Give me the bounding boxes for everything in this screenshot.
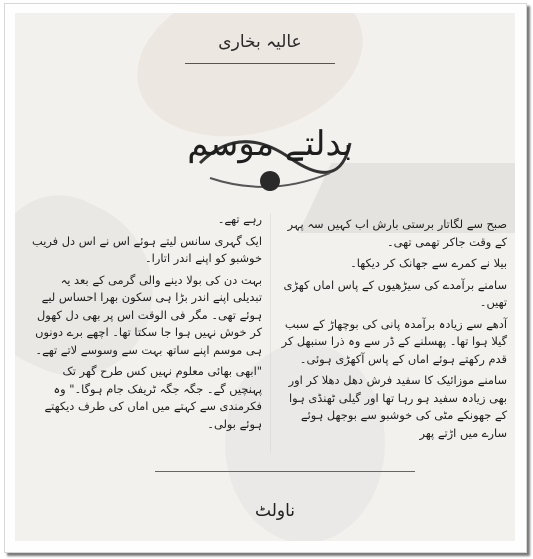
author-underline: [185, 63, 335, 64]
paragraph: آدھے سے زیادہ برآمدہ پانی کی بوچھاڑ کے سبب گیلا ہوا تھا۔ پھسلنے کے ڈر سے وہ ذرا سنبھل کر قدم رکھتے ہوئے اماں کے پاس آکھڑی ہوئی۔: [281, 316, 507, 366]
paragraph: رہے تھے۔: [217, 212, 262, 226]
story-title: [180, 103, 360, 198]
title-dot: [260, 171, 280, 191]
column-divider: [270, 213, 271, 453]
paragraph: سامنے برآمدے کی سیڑھیوں کے پاس اماں کھڑی تھیں۔: [283, 277, 507, 309]
author-name: عالیہ بخاری: [218, 32, 302, 52]
paragraph: بیلا نے کمرے سے جھانک کر دیکھا۔: [350, 256, 507, 270]
section-divider: [155, 471, 415, 472]
paragraph: صبح سے لگاتار برستی بارش اب کہیں سہ پہر کے وقت جاکر تھمی تھی۔: [287, 217, 507, 249]
title-text: بدلتے موسم: [187, 124, 353, 164]
text-column-right: [277, 216, 507, 446]
paragraph: ایک گہری سانس لیتے ہوئے اس نے اس دل فریب خوشبو کو اپنے اندر اتارا۔: [32, 233, 262, 265]
text-column-left: [30, 211, 262, 437]
paragraph: سامنے موزائیک کا سفید فرش دھل دھلا کر اور بھی زیادہ سفید ہو رہا تھا اور گیلی ٹھنڈی ہوا کے جھونکے مٹی کی خوشبو سے بوجھل ہوئے سارے میں اڑتے پھر: [288, 373, 507, 440]
paragraph: بہت دن کی بولا دینے والی گرمی کے بعد یہ تبدیلی اپنے اندر بڑا ہی سکون بھرا احساس لیے ہوئے تھی۔ مگر فی الوقت اس پر بھی دل کھول کر خوش نہیں ہوا جا سکتا تھا۔ اچھے برے دونوں ہی موسم اپنے ساتھ بہت سے وسوسے لاتے تھے۔: [35, 272, 262, 357]
paragraph: "ابھی بھائی معلوم نہیں کس طرح گھر تک پہنچیں گے۔ جگہ جگہ ٹریفک جام ہوگا۔" وہ فکرمندی سے کہتے میں اماں کی طرف دیکھتے ہوئے بولی۔: [44, 364, 262, 431]
magazine-page: [15, 13, 515, 541]
genre-label: ناولٹ: [255, 501, 295, 521]
